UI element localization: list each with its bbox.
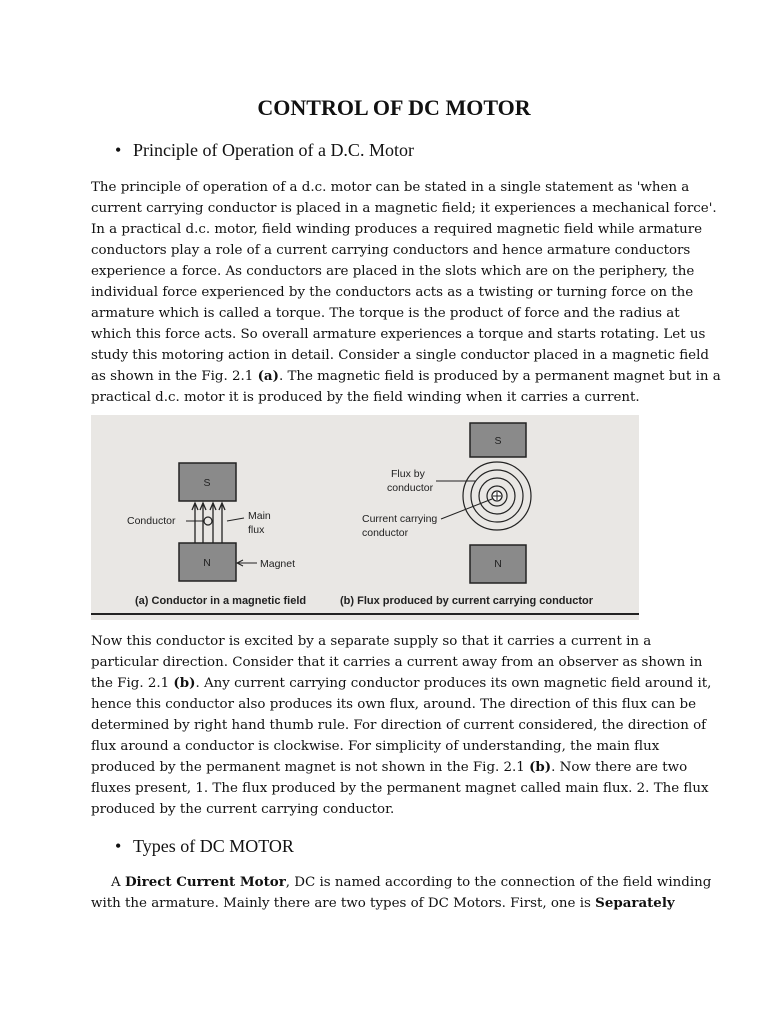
text-run: the Fig. 2.1 xyxy=(91,676,174,691)
pole-s-label: S xyxy=(203,477,211,489)
text-line: particular direction. Consider that it carries a current away from an observer as shown in xyxy=(91,655,703,670)
text-line xyxy=(91,673,712,694)
bold-ref: (b) xyxy=(173,675,196,691)
pointer-line xyxy=(227,518,244,521)
text-run: with the armature. Mainly there are two types of DC Motors. First, one is xyxy=(91,896,596,911)
text-line: produced by the current carrying conductor. xyxy=(91,802,395,817)
text-line: study this motoring action in detail. Consider a single conductor placed in a magnetic field xyxy=(91,348,709,363)
heading-text: Principle of Operation of a D.C. Motor xyxy=(133,140,414,160)
label-current: Current carrying xyxy=(362,513,438,525)
section-heading-types xyxy=(115,836,294,857)
label-main: Main xyxy=(248,510,271,522)
pole-s-label: S xyxy=(494,435,502,447)
text-line xyxy=(91,872,712,893)
text-line: In a practical d.c. motor, field winding produces a required magnetic field while armature xyxy=(91,222,703,237)
pole-n-label: N xyxy=(203,557,211,569)
caption-b: (b) Flux produced by current carrying conductor xyxy=(340,595,594,607)
bold-term: Direct Current Motor xyxy=(124,874,286,890)
bold-ref: (a) xyxy=(257,368,279,384)
paragraph-flux xyxy=(91,631,712,820)
text-line xyxy=(91,757,691,778)
text-run: , DC is named according to the connection of the field winding xyxy=(285,875,712,890)
label-magnet: Magnet xyxy=(260,558,296,570)
text-run: as shown in the Fig. 2.1 xyxy=(91,369,258,384)
text-line: practical d.c. motor it is produced by the field winding when it carries a current. xyxy=(91,390,640,405)
paragraph-principle xyxy=(91,177,721,408)
caption-a: (a) Conductor in a magnetic field xyxy=(135,595,307,607)
text-line xyxy=(91,893,691,914)
bold-term: Separately xyxy=(595,895,675,911)
figure-dc-motor xyxy=(91,415,639,620)
text-line: individual force experienced by the conductors acts as a twisting or turning force on the xyxy=(91,285,694,300)
paragraph-types xyxy=(91,872,712,914)
text-line: current carrying conductor is placed in a magnetic field; it experiences a mechanical force'. xyxy=(91,201,717,216)
label-conductor: conductor xyxy=(387,482,434,494)
page-title: CONTROL OF DC MOTOR xyxy=(257,95,531,120)
text-run: . The magnetic field is produced by a permanent magnet but in a xyxy=(278,369,721,384)
bullet-icon: • xyxy=(115,140,122,160)
text-run: . Any current carrying conductor produces its own magnetic field around it, xyxy=(195,676,712,691)
text-line: determined by right hand thumb rule. For direction of current considered, the direction of xyxy=(91,718,707,733)
label-current2: conductor xyxy=(362,527,409,539)
text-run: . Now there are two xyxy=(551,760,688,775)
label-flux-by: Flux by xyxy=(391,468,425,480)
text-line: The principle of operation of a d.c. motor can be stated in a single statement as 'when a xyxy=(91,180,690,195)
text-line: flux around a conductor is clockwise. For simplicity of understanding, the main flux xyxy=(91,739,660,754)
text-line: fluxes present, 1. The flux produced by the permanent magnet called main flux. 2. The flux xyxy=(91,781,709,796)
bold-ref: (b) xyxy=(529,759,552,775)
label-conductor: Conductor xyxy=(127,515,176,527)
text-line: which this force acts. So overall armature experiences a torque and starts rotating. Let us xyxy=(91,327,706,342)
conductor-a xyxy=(204,517,212,525)
heading-text: Types of DC MOTOR xyxy=(133,836,294,856)
figure-diagram xyxy=(91,415,639,620)
text-run: A xyxy=(111,875,125,890)
text-line: conductors play a role of a current carrying conductors and hence armature conductors xyxy=(91,243,691,258)
text-line: experience a force. As conductors are placed in the slots which are on the periphery, the xyxy=(91,264,695,279)
text-line xyxy=(91,366,721,387)
text-line: armature which is called a torque. The torque is the product of force and the radius at xyxy=(91,306,680,321)
bullet-icon: • xyxy=(115,836,122,856)
pole-n-label: N xyxy=(494,558,502,570)
text-line: Now this conductor is excited by a separate supply so that it carries a current in a xyxy=(91,634,652,649)
text-run: produced by the permanent magnet is not shown in the Fig. 2.1 xyxy=(91,760,530,775)
label-flux: flux xyxy=(248,524,265,536)
section-heading-principle xyxy=(115,140,414,161)
text-line: hence this conductor also produces its own flux, around. The direction of this flux can be xyxy=(91,697,697,712)
